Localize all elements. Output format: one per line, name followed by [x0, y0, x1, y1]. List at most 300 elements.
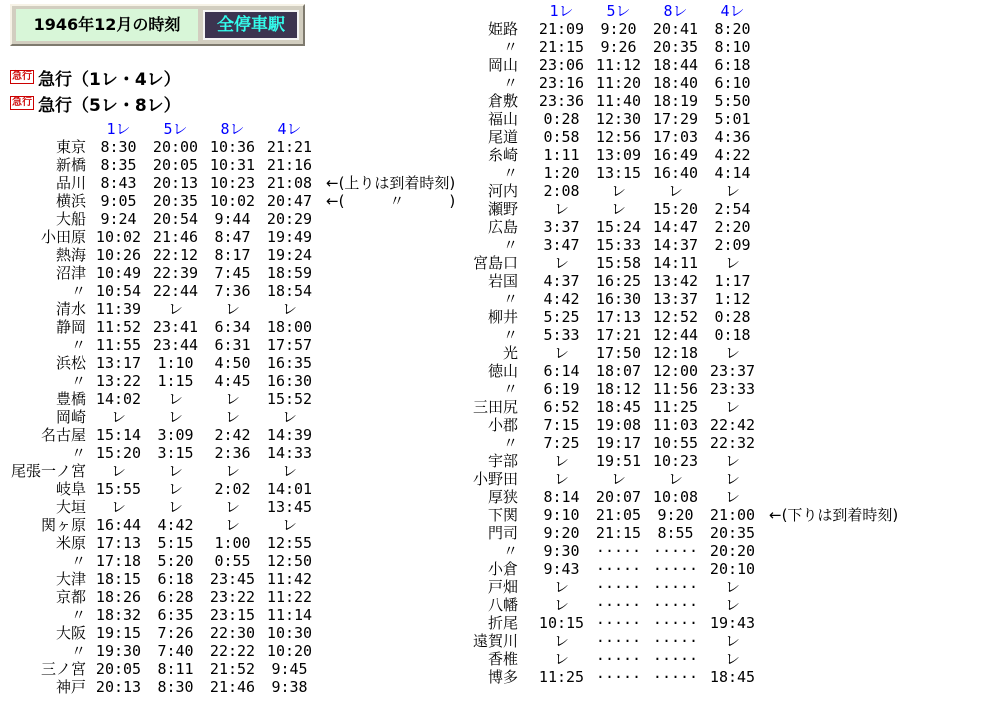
station-name: 八幡: [487, 596, 518, 614]
legend: [10, 64, 181, 116]
time-cell: 14:02: [95, 390, 142, 408]
time-cell: 14:01: [266, 480, 313, 498]
time-cell: 21:16: [266, 156, 313, 174]
time-cell: 15:58: [595, 254, 642, 272]
station-name: 戸畑: [487, 578, 518, 596]
time-cell: レ: [667, 470, 683, 488]
time-cell: 12:50: [266, 552, 313, 570]
station-name: 沼津: [55, 264, 86, 282]
station-name: 糸崎: [487, 146, 518, 164]
station-name: 〃: [502, 236, 518, 254]
time-cell: 1:11: [543, 146, 580, 164]
time-cell: 18:00: [266, 318, 313, 336]
station-name: 京都: [55, 588, 86, 606]
time-cell: 21:46: [209, 678, 256, 696]
table-row: [2, 300, 455, 318]
table-row: [2, 660, 455, 678]
station-name: 博多: [487, 668, 518, 686]
time-cell: 23:45: [209, 570, 256, 588]
time-cell: 8:30: [157, 678, 194, 696]
legend-row-express-5-8: [10, 90, 181, 116]
time-cell: 11:56: [652, 380, 699, 398]
time-cell: 23:36: [538, 92, 585, 110]
time-cell: 13:42: [652, 272, 699, 290]
column-header-row: [2, 120, 455, 138]
time-cell: 11:52: [95, 318, 142, 336]
table-row: [2, 642, 455, 660]
station-name: 岩国: [487, 272, 518, 290]
station-name: 遠賀川: [472, 632, 518, 650]
time-cell: 11:39: [95, 300, 142, 318]
time-cell: レ: [724, 578, 740, 596]
time-cell: 0:58: [543, 128, 580, 146]
time-cell: レ: [724, 344, 740, 362]
time-cell: 6:52: [543, 398, 580, 416]
table-row: [2, 462, 455, 480]
time-cell: 15:52: [266, 390, 313, 408]
station-name: 〃: [70, 282, 86, 300]
station-name: 岡山: [487, 56, 518, 74]
train-column-header: 5レ: [163, 120, 188, 138]
row-note: ←( 〃 ): [326, 192, 456, 210]
time-cell: レ: [224, 498, 240, 516]
time-cell: 23:22: [209, 588, 256, 606]
all-stations-button[interactable]: 全停車駅: [203, 10, 299, 40]
time-cell: 10:55: [652, 434, 699, 452]
station-name: 折尾: [487, 614, 518, 632]
table-row: [468, 506, 898, 524]
time-cell: 10:49: [95, 264, 142, 282]
time-cell: ·····: [595, 542, 642, 560]
station-name: 〃: [502, 290, 518, 308]
station-name: 岐阜: [55, 480, 86, 498]
time-cell: 21:52: [209, 660, 256, 678]
station-name: 小郡: [487, 416, 518, 434]
time-cell: 14:37: [652, 236, 699, 254]
time-cell: レ: [281, 516, 297, 534]
time-cell: 4:37: [543, 272, 580, 290]
time-cell: レ: [167, 498, 183, 516]
time-cell: 20:13: [152, 174, 199, 192]
time-cell: 9:44: [214, 210, 251, 228]
station-name: 光: [502, 344, 518, 362]
time-cell: 22:32: [709, 434, 756, 452]
time-cell: 20:29: [266, 210, 313, 228]
time-cell: 9:45: [271, 660, 308, 678]
table-row: [2, 138, 455, 156]
time-cell: 17:57: [266, 336, 313, 354]
time-cell: 7:15: [543, 416, 580, 434]
time-cell: 0:55: [214, 552, 251, 570]
time-cell: レ: [110, 462, 126, 480]
station-name: 小野田: [472, 470, 518, 488]
time-cell: レ: [724, 650, 740, 668]
time-cell: レ: [553, 452, 569, 470]
time-cell: 9:05: [100, 192, 137, 210]
time-cell: 12:30: [595, 110, 642, 128]
time-cell: 7:40: [157, 642, 194, 660]
time-cell: レ: [224, 390, 240, 408]
time-cell: 23:41: [152, 318, 199, 336]
time-cell: 2:54: [714, 200, 751, 218]
table-row: [2, 336, 455, 354]
time-cell: 1:12: [714, 290, 751, 308]
time-cell: 16:49: [652, 146, 699, 164]
time-cell: 18:26: [95, 588, 142, 606]
time-cell: 6:34: [214, 318, 251, 336]
time-cell: 6:18: [714, 56, 751, 74]
time-cell: ·····: [595, 560, 642, 578]
table-row: [468, 596, 898, 614]
station-name: 関ヶ原: [40, 516, 86, 534]
time-cell: 9:24: [100, 210, 137, 228]
table-row: [2, 228, 455, 246]
time-cell: 11:25: [538, 668, 585, 686]
station-name: 〃: [70, 372, 86, 390]
table-row: [468, 488, 898, 506]
time-cell: 22:42: [709, 416, 756, 434]
toolbar: [10, 4, 305, 46]
train-column-header: 4レ: [720, 2, 745, 20]
time-cell: 1:00: [214, 534, 251, 552]
station-name: 東京: [55, 138, 86, 156]
time-cell: 20:47: [266, 192, 313, 210]
time-cell: 20:35: [709, 524, 756, 542]
table-row: [468, 146, 898, 164]
time-cell: 4:22: [714, 146, 751, 164]
time-cell: 4:45: [214, 372, 251, 390]
time-cell: 18:45: [709, 668, 756, 686]
station-name: 〃: [70, 642, 86, 660]
time-cell: 20:05: [152, 156, 199, 174]
time-cell: 19:30: [95, 642, 142, 660]
station-name: 神戸: [55, 678, 86, 696]
time-cell: 1:10: [157, 354, 194, 372]
time-cell: レ: [724, 398, 740, 416]
time-cell: 11:42: [266, 570, 313, 588]
time-cell: 23:33: [709, 380, 756, 398]
table-row: [2, 210, 455, 228]
time-cell: 3:37: [543, 218, 580, 236]
time-cell: 4:50: [214, 354, 251, 372]
time-cell: 8:30: [100, 138, 137, 156]
train-column-header: 4レ: [277, 120, 302, 138]
time-cell: 23:06: [538, 56, 585, 74]
station-name: 静岡: [55, 318, 86, 336]
time-cell: 8:43: [100, 174, 137, 192]
time-cell: レ: [167, 390, 183, 408]
time-cell: 8:14: [543, 488, 580, 506]
time-cell: 20:35: [152, 192, 199, 210]
station-name: 姫路: [487, 20, 518, 38]
time-cell: レ: [610, 200, 626, 218]
time-cell: 1:20: [543, 164, 580, 182]
station-name: 三ノ宮: [40, 660, 86, 678]
timetable-tokyo-kobe: [2, 120, 455, 696]
station-name: 宮島口: [472, 254, 518, 272]
time-cell: 20:07: [595, 488, 642, 506]
time-cell: 20:13: [95, 678, 142, 696]
time-cell: 13:37: [652, 290, 699, 308]
table-row: [468, 578, 898, 596]
table-row: [468, 632, 898, 650]
time-cell: 22:22: [209, 642, 256, 660]
station-name: 瀬野: [487, 200, 518, 218]
time-cell: 6:35: [157, 606, 194, 624]
time-cell: レ: [110, 498, 126, 516]
time-cell: 13:15: [595, 164, 642, 182]
station-name: 大垣: [55, 498, 86, 516]
station-name: 品川: [55, 174, 86, 192]
station-name: 尾張一ノ宮: [10, 462, 86, 480]
table-row: [2, 516, 455, 534]
time-cell: 14:33: [266, 444, 313, 462]
time-cell: ·····: [652, 560, 699, 578]
legend-label: 急行（5レ・8レ）: [38, 95, 181, 116]
station-name: 〃: [502, 38, 518, 56]
station-name: 香椎: [487, 650, 518, 668]
station-name: 新橋: [55, 156, 86, 174]
time-cell: 9:10: [543, 506, 580, 524]
timetable-title-button: 1946年12月の時刻: [16, 9, 198, 41]
table-row: [2, 318, 455, 336]
train-column-header: 8レ: [663, 2, 688, 20]
time-cell: レ: [224, 516, 240, 534]
time-cell: 16:30: [595, 290, 642, 308]
train-column-header: 8レ: [220, 120, 245, 138]
time-cell: 9:20: [600, 20, 637, 38]
time-cell: レ: [281, 408, 297, 426]
time-cell: 8:10: [714, 38, 751, 56]
time-cell: 3:47: [543, 236, 580, 254]
time-cell: レ: [610, 470, 626, 488]
time-cell: レ: [553, 632, 569, 650]
table-row: [468, 524, 898, 542]
time-cell: 13:09: [595, 146, 642, 164]
table-row: [2, 354, 455, 372]
table-row: [2, 426, 455, 444]
time-cell: レ: [167, 408, 183, 426]
station-name: 名古屋: [40, 426, 86, 444]
time-cell: 16:40: [652, 164, 699, 182]
time-cell: 1:15: [157, 372, 194, 390]
time-cell: 18:40: [652, 74, 699, 92]
time-cell: 17:50: [595, 344, 642, 362]
station-name: 尾道: [487, 128, 518, 146]
time-cell: 5:15: [157, 534, 194, 552]
train-column-header: 1レ: [549, 2, 574, 20]
time-cell: 18:12: [595, 380, 642, 398]
time-cell: 11:40: [595, 92, 642, 110]
time-cell: レ: [224, 408, 240, 426]
station-name: 〃: [502, 164, 518, 182]
station-name: 〃: [70, 606, 86, 624]
station-name: 三田尻: [472, 398, 518, 416]
time-cell: 17:21: [595, 326, 642, 344]
station-header-spacer: [2, 120, 86, 138]
station-name: 下関: [487, 506, 518, 524]
table-row: [468, 650, 898, 668]
time-cell: 14:39: [266, 426, 313, 444]
time-cell: 10:26: [95, 246, 142, 264]
time-cell: 11:12: [595, 56, 642, 74]
time-cell: ·····: [595, 614, 642, 632]
time-cell: 6:18: [157, 570, 194, 588]
table-row: [2, 606, 455, 624]
time-cell: ·····: [652, 596, 699, 614]
station-name: 倉敷: [487, 92, 518, 110]
time-cell: 5:20: [157, 552, 194, 570]
column-header-row: [468, 2, 898, 20]
time-cell: レ: [553, 200, 569, 218]
time-cell: レ: [224, 462, 240, 480]
time-cell: レ: [167, 462, 183, 480]
time-cell: 18:44: [652, 56, 699, 74]
time-cell: 18:59: [266, 264, 313, 282]
time-cell: 20:00: [152, 138, 199, 156]
table-row: [468, 362, 898, 380]
station-name: 徳山: [487, 362, 518, 380]
time-cell: 16:44: [95, 516, 142, 534]
table-row: [2, 282, 455, 300]
timetable-himeji-hakata: [468, 2, 898, 686]
time-cell: 21:00: [709, 506, 756, 524]
time-cell: 19:24: [266, 246, 313, 264]
time-cell: 10:54: [95, 282, 142, 300]
legend-row-express-1-4: [10, 64, 181, 90]
table-row: [468, 236, 898, 254]
time-cell: 12:52: [652, 308, 699, 326]
time-cell: 8:20: [714, 20, 751, 38]
time-cell: 4:36: [714, 128, 751, 146]
time-cell: 9:26: [600, 38, 637, 56]
table-row: [468, 308, 898, 326]
time-cell: 11:22: [266, 588, 313, 606]
table-row: [468, 290, 898, 308]
time-cell: レ: [667, 182, 683, 200]
table-row: [2, 174, 455, 192]
time-cell: 18:32: [95, 606, 142, 624]
time-cell: 10:15: [538, 614, 585, 632]
time-cell: 17:03: [652, 128, 699, 146]
time-cell: 8:55: [657, 524, 694, 542]
station-name: 岡崎: [55, 408, 86, 426]
time-cell: 18:54: [266, 282, 313, 300]
time-cell: 6:28: [157, 588, 194, 606]
time-cell: 18:15: [95, 570, 142, 588]
time-cell: レ: [724, 452, 740, 470]
time-cell: 20:20: [709, 542, 756, 560]
table-row: [468, 344, 898, 362]
time-cell: 10:36: [209, 138, 256, 156]
table-row: [468, 92, 898, 110]
time-cell: 16:35: [266, 354, 313, 372]
time-cell: ·····: [652, 614, 699, 632]
time-cell: 2:42: [214, 426, 251, 444]
time-cell: レ: [553, 254, 569, 272]
time-cell: 15:24: [595, 218, 642, 236]
table-row: [468, 560, 898, 578]
time-cell: 23:15: [209, 606, 256, 624]
time-cell: 8:11: [157, 660, 194, 678]
time-cell: 10:23: [209, 174, 256, 192]
time-cell: 9:30: [543, 542, 580, 560]
train-column-header: 1レ: [106, 120, 131, 138]
table-row: [468, 398, 898, 416]
time-cell: 9:20: [657, 506, 694, 524]
time-cell: 4:42: [157, 516, 194, 534]
time-cell: 19:15: [95, 624, 142, 642]
station-name: 〃: [502, 434, 518, 452]
time-cell: 20:10: [709, 560, 756, 578]
time-cell: 6:10: [714, 74, 751, 92]
time-cell: 16:25: [595, 272, 642, 290]
table-row: [468, 38, 898, 56]
time-cell: 18:45: [595, 398, 642, 416]
station-name: 〃: [70, 444, 86, 462]
table-row: [468, 326, 898, 344]
time-cell: 7:25: [543, 434, 580, 452]
time-cell: 12:44: [652, 326, 699, 344]
time-cell: 19:17: [595, 434, 642, 452]
time-cell: 0:28: [714, 308, 751, 326]
station-header-spacer: [468, 2, 518, 20]
time-cell: 23:16: [538, 74, 585, 92]
table-row: [468, 668, 898, 686]
time-cell: 20:41: [652, 20, 699, 38]
time-cell: 11:14: [266, 606, 313, 624]
table-row: [2, 498, 455, 516]
table-row: [2, 444, 455, 462]
time-cell: レ: [724, 254, 740, 272]
time-cell: 20:35: [652, 38, 699, 56]
time-cell: 13:17: [95, 354, 142, 372]
station-name: 〃: [502, 74, 518, 92]
time-cell: 4:42: [543, 290, 580, 308]
table-row: [2, 588, 455, 606]
table-row: [468, 56, 898, 74]
train-column-header: 5レ: [606, 2, 631, 20]
time-cell: 10:08: [652, 488, 699, 506]
time-cell: 15:55: [95, 480, 142, 498]
time-cell: レ: [281, 462, 297, 480]
time-cell: 21:05: [595, 506, 642, 524]
time-cell: 0:18: [714, 326, 751, 344]
table-row: [468, 470, 898, 488]
time-cell: 15:20: [95, 444, 142, 462]
time-cell: ·····: [652, 650, 699, 668]
express-badge-icon: 急行: [12, 71, 32, 82]
table-row: [468, 452, 898, 470]
station-name: 厚狭: [487, 488, 518, 506]
time-cell: 17:18: [95, 552, 142, 570]
time-cell: ·····: [595, 650, 642, 668]
time-cell: 2:08: [543, 182, 580, 200]
time-cell: レ: [167, 300, 183, 318]
station-name: 〃: [502, 542, 518, 560]
table-row: [468, 200, 898, 218]
time-cell: 10:02: [95, 228, 142, 246]
time-cell: 21:21: [266, 138, 313, 156]
station-name: 小田原: [40, 228, 86, 246]
time-cell: 11:25: [652, 398, 699, 416]
time-cell: 20:54: [152, 210, 199, 228]
time-cell: 22:39: [152, 264, 199, 282]
time-cell: 19:43: [709, 614, 756, 632]
time-cell: 3:09: [157, 426, 194, 444]
time-cell: レ: [224, 300, 240, 318]
table-row: [2, 624, 455, 642]
